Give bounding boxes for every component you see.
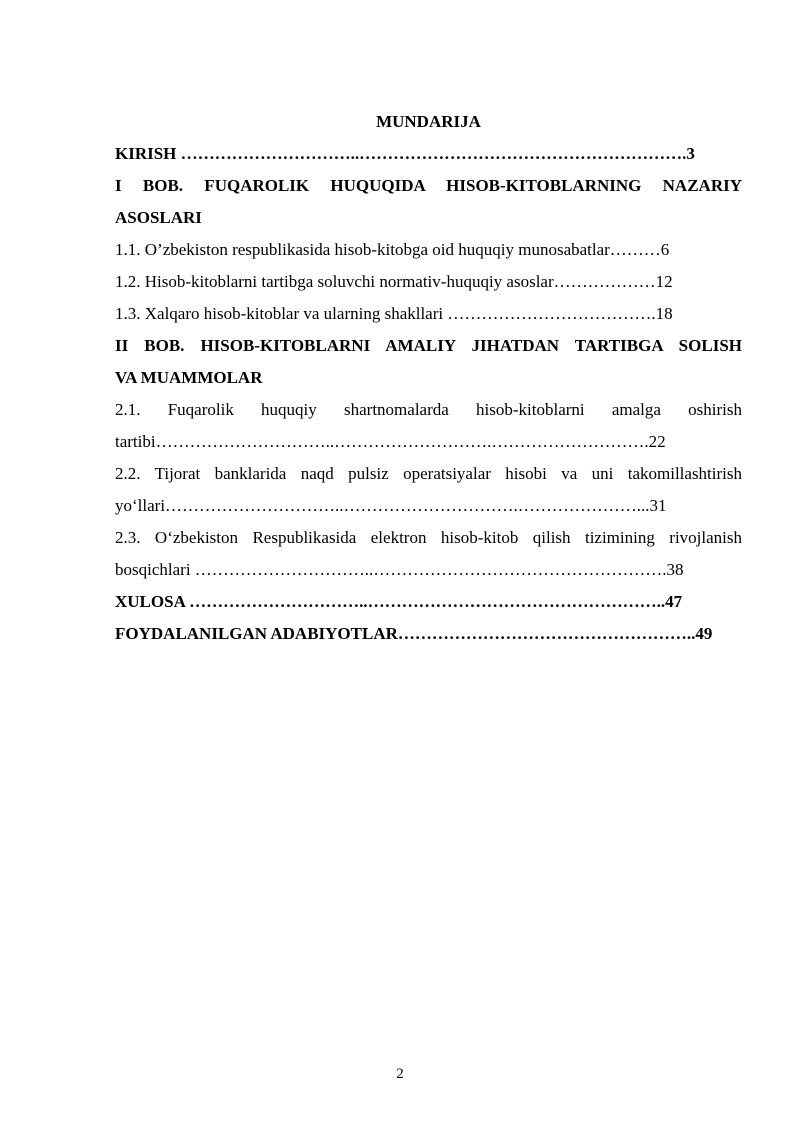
toc-section-2-1-cont: tartibi…………………………..……………………….……………………….22 bbox=[115, 432, 666, 451]
toc-section-1-1: 1.1. O’zbekiston respublikasida hisob-kitobga oid huquqiy munosabatlar………6 bbox=[115, 240, 670, 259]
page-number: 2 bbox=[396, 1066, 404, 1082]
toc-chapter-1-title: I BOB. FUQAROLIK HUQUQIDA HISOB-KITOBLARNING NAZARIY bbox=[115, 176, 742, 195]
toc-entry-xulosa: XULOSA …………………………..……………………………………………..47 bbox=[115, 592, 683, 611]
toc-section-2-3: 2.3. O‘zbekiston Respublikasida elektron hisob-kitob qilish tizimining rivojlanish bbox=[115, 528, 742, 547]
toc-section-2-2: 2.2. Tijorat banklarida naqd pulsiz operatsiyalar hisobi va uni takomillashtirish bbox=[115, 464, 742, 483]
toc-section-1-2: 1.2. Hisob-kitoblarni tartibga soluvchi normativ-huquqiy asoslar………………12 bbox=[115, 272, 673, 291]
toc-entry-kirish: KIRISH …………………………..………………………………………………….3 bbox=[115, 144, 695, 163]
toc-chapter-2-title: II BOB. HISOB-KITOBLARNI AMALIY JIHATDAN TARTIBGA SOLISH bbox=[115, 336, 742, 355]
toc-chapter-2-title-cont: VA MUAMMOLAR bbox=[115, 368, 263, 387]
toc-section-1-3: 1.3. Xalqaro hisob-kitoblar va ularning shakllari ……………………………….18 bbox=[115, 304, 673, 323]
toc-section-2-3-cont: bosqichlari …………………………..…………………………………………….38 bbox=[115, 560, 684, 579]
table-of-contents bbox=[115, 106, 742, 650]
toc-chapter-1-title-cont: ASOSLARI bbox=[115, 208, 202, 227]
toc-section-2-1: 2.1. Fuqarolik huquqiy shartnomalarda hisob-kitoblarni amalga oshirish bbox=[115, 400, 742, 419]
toc-title: MUNDARIJA bbox=[376, 112, 481, 131]
toc-entry-adabiyotlar: FOYDALANILGAN ADABIYOTLAR……………………………………………..49 bbox=[115, 624, 713, 643]
toc-section-2-2-cont: yo‘llari…………………………..………………………….…………………...31 bbox=[115, 496, 667, 515]
